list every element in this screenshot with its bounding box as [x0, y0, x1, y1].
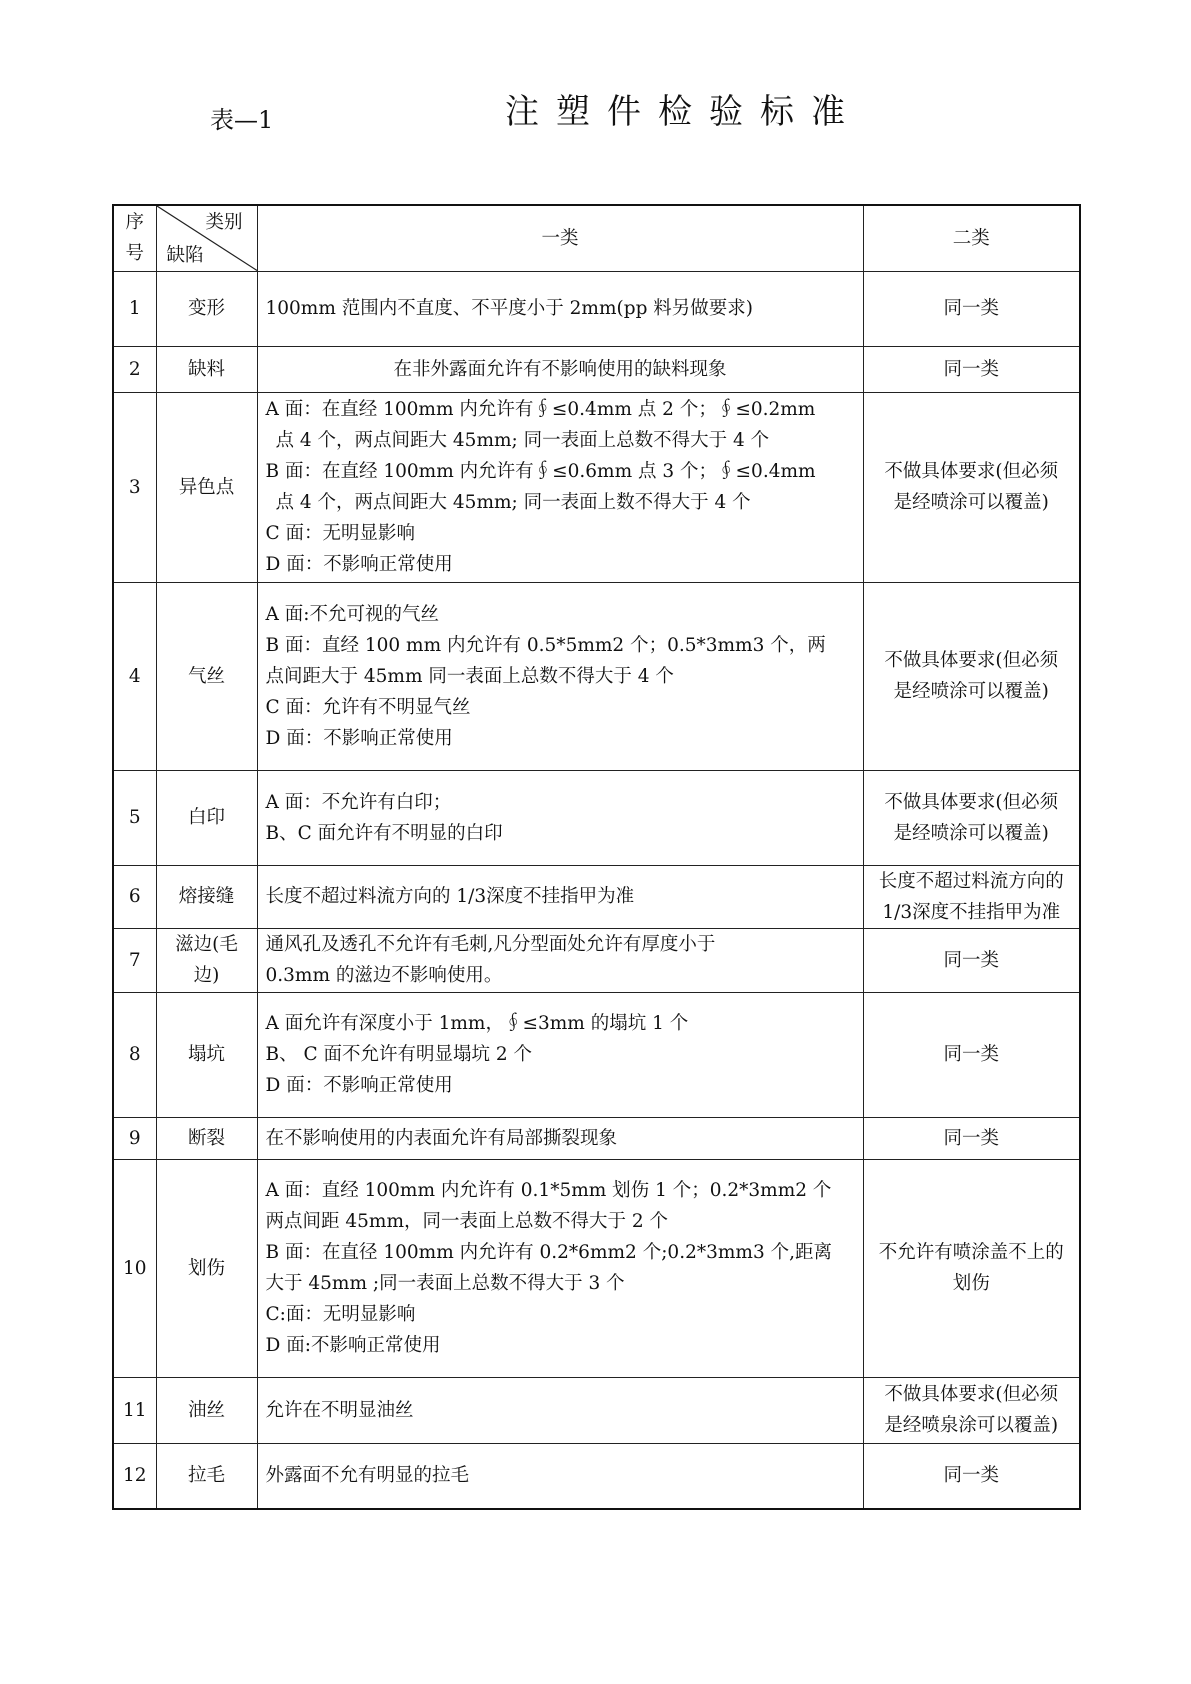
criteria-line: 长度不超过料流方向的 — [878, 870, 1064, 892]
criteria-line: 两点间距 45mm，同一表面上总数不得大于 2 个 — [265, 1211, 669, 1232]
table-row — [113, 865, 1080, 928]
row-number: 7 — [113, 928, 156, 992]
defect-name: 断裂 — [156, 1117, 257, 1159]
class2-criteria — [863, 392, 1080, 582]
criteria-line: 大于 45mm ;同一表面上总数不得大于 3 个 — [265, 1273, 625, 1294]
criteria-line: 点间距大于 45mm 同一表面上总数不得大于 4 个 — [265, 665, 674, 687]
class2-criteria — [863, 1377, 1080, 1443]
criteria-line: 1/3深度不挂指甲为准 — [882, 901, 1061, 923]
criteria-line: 长度不超过料流方向的 1/3深度不挂指甲为准 — [265, 886, 635, 907]
class2-criteria — [863, 346, 1080, 392]
defect-name: 熔接缝 — [156, 865, 257, 928]
row-number: 10 — [113, 1159, 156, 1377]
criteria-line: 同一类 — [943, 949, 999, 971]
defect-name: 异色点 — [156, 392, 257, 582]
criteria-line: A 面:不允可视的气丝 — [265, 603, 439, 625]
table-row — [113, 770, 1080, 865]
class2-criteria — [863, 770, 1080, 865]
header-no-line2: 号 — [125, 243, 144, 265]
class2-criteria — [863, 992, 1080, 1117]
criteria-line: 划伤 — [952, 1273, 990, 1294]
criteria-line: D 面：不影响正常使用 — [265, 1075, 453, 1096]
table-row — [113, 1377, 1080, 1443]
class2-criteria — [863, 928, 1080, 992]
table-row — [113, 1117, 1080, 1159]
class1-criteria — [257, 928, 863, 992]
defect-name-line: 边) — [193, 965, 220, 986]
row-number: 6 — [113, 865, 156, 928]
row-number: 3 — [113, 392, 156, 582]
criteria-line: B 面：直经 100 mm 内允许有 0.5*5mm2 个；0.5*3mm3 个，两 — [265, 634, 826, 656]
defect-name: 缺料 — [156, 346, 257, 392]
criteria-line: A 面：在直经 100mm 内允许有∮≤0.4mm 点 2 个；∮≤0.2mm — [265, 399, 816, 420]
class1-criteria — [257, 1117, 863, 1159]
criteria-line: C:面：无明显影响 — [265, 1304, 416, 1325]
class1-criteria — [257, 1377, 863, 1443]
row-number: 9 — [113, 1117, 156, 1159]
header-diagonal-cell — [156, 205, 257, 271]
defect-name — [156, 928, 257, 992]
row-number: 2 — [113, 346, 156, 392]
class1-criteria — [257, 1443, 863, 1509]
row-number: 5 — [113, 770, 156, 865]
table-row — [113, 346, 1080, 392]
table-row — [113, 582, 1080, 770]
criteria-line: 不做具体要求(但必须 — [884, 650, 1059, 671]
table-row — [113, 392, 1080, 582]
class1-criteria — [257, 1159, 863, 1377]
class2-criteria — [863, 1159, 1080, 1377]
class1-criteria — [257, 346, 863, 392]
defect-name: 白印 — [156, 770, 257, 865]
table-row — [113, 992, 1080, 1117]
defect-name: 拉毛 — [156, 1443, 257, 1509]
criteria-line: A 面：不允许有白印； — [265, 791, 452, 813]
criteria-line: C 面：无明显影响 — [265, 523, 416, 544]
criteria-line: 在非外露面允许有不影响使用的缺料现象 — [393, 358, 727, 380]
criteria-line: 是经喷涂可以覆盖) — [893, 822, 1049, 844]
inspection-standard-table — [112, 204, 1081, 1510]
criteria-line: 是经喷涂可以覆盖) — [893, 681, 1049, 702]
header-category: 类别 — [205, 212, 243, 233]
criteria-line: 同一类 — [943, 1044, 999, 1065]
criteria-line: 通风孔及透孔不允许有毛刺,凡分型面处允许有厚度小于 — [265, 934, 716, 955]
criteria-line: 同一类 — [943, 298, 999, 319]
header-class2: 二类 — [863, 205, 1080, 271]
criteria-line: A 面：直经 100mm 内允许有 0.1*5mm 划伤 1 个；0.2*3mm2 个 — [265, 1180, 832, 1201]
criteria-line: A 面允许有深度小于 1mm，∮≤3mm 的塌坑 1 个 — [265, 1013, 689, 1034]
class1-criteria — [257, 582, 863, 770]
criteria-line: 不做具体要求(但必须 — [884, 1384, 1059, 1405]
row-number: 1 — [113, 271, 156, 346]
criteria-line: 点 4 个，两点间距大 45mm; 同一表面上总数不得大于 4 个 — [275, 430, 770, 451]
criteria-line: 不做具体要求(但必须 — [884, 791, 1059, 813]
defect-name: 气丝 — [156, 582, 257, 770]
row-number: 8 — [113, 992, 156, 1117]
row-number: 11 — [113, 1377, 156, 1443]
defect-name: 划伤 — [156, 1159, 257, 1377]
table-row — [113, 1159, 1080, 1377]
header-class1: 一类 — [257, 205, 863, 271]
class2-criteria — [863, 1117, 1080, 1159]
criteria-line: 同一类 — [943, 358, 999, 380]
criteria-line: 允许在不明显油丝 — [265, 1399, 414, 1421]
class1-criteria — [257, 992, 863, 1117]
criteria-line: 同一类 — [943, 1465, 999, 1487]
class2-criteria — [863, 865, 1080, 928]
criteria-line: D 面：不影响正常使用 — [265, 727, 453, 749]
criteria-line: 是经喷涂可以覆盖) — [893, 492, 1049, 513]
criteria-line: 0.3mm 的滋边不影响使用。 — [265, 965, 503, 986]
class1-criteria — [257, 865, 863, 928]
criteria-line: B、 C 面不允许有明显塌坑 2 个 — [265, 1044, 533, 1065]
criteria-line: D 面:不影响正常使用 — [265, 1335, 441, 1356]
row-number: 12 — [113, 1443, 156, 1509]
class1-criteria — [257, 392, 863, 582]
defect-name: 塌坑 — [156, 992, 257, 1117]
criteria-line: 不允许有喷涂盖不上的 — [878, 1242, 1064, 1263]
criteria-line: 在不影响使用的内表面允许有局部撕裂现象 — [265, 1127, 618, 1149]
criteria-line: C 面：允许有不明显气丝 — [265, 696, 471, 718]
class1-criteria — [257, 770, 863, 865]
defect-name: 变形 — [156, 271, 257, 346]
table-row — [113, 928, 1080, 992]
criteria-line: 100mm 范围内不直度、不平度小于 2mm(pp 料另做要求) — [265, 298, 754, 319]
criteria-line: 点 4 个，两点间距大 45mm; 同一表面上数不得大于 4 个 — [275, 492, 751, 513]
table-row — [113, 1443, 1080, 1509]
criteria-line: B、C 面允许有不明显的白印 — [265, 822, 503, 844]
defect-name-line: 滋边(毛 — [175, 934, 238, 955]
header-defect: 缺陷 — [166, 244, 204, 266]
header-row — [113, 205, 1080, 271]
criteria-line: 外露面不允有明显的拉毛 — [265, 1465, 470, 1487]
defect-name: 油丝 — [156, 1377, 257, 1443]
class2-criteria — [863, 271, 1080, 346]
table-label: 表—1 — [210, 106, 274, 134]
page-title: 注塑件检验标准 — [505, 92, 862, 132]
class1-criteria — [257, 271, 863, 346]
header-no — [113, 205, 156, 271]
criteria-line: B 面：在直经 100mm 内允许有∮≤0.6mm 点 3 个；∮≤0.4mm — [265, 461, 816, 482]
criteria-line: 不做具体要求(但必须 — [884, 461, 1059, 482]
header-no-line1: 序 — [125, 212, 144, 234]
row-number: 4 — [113, 582, 156, 770]
criteria-line: D 面：不影响正常使用 — [265, 554, 453, 575]
class2-criteria — [863, 582, 1080, 770]
criteria-line: B 面：在直径 100mm 内允许有 0.2*6mm2 个;0.2*3mm3 个,距离 — [265, 1242, 832, 1263]
table-row — [113, 271, 1080, 346]
criteria-line: 同一类 — [943, 1127, 999, 1149]
class2-criteria — [863, 1443, 1080, 1509]
criteria-line: 是经喷泉涂可以覆盖) — [884, 1415, 1059, 1436]
